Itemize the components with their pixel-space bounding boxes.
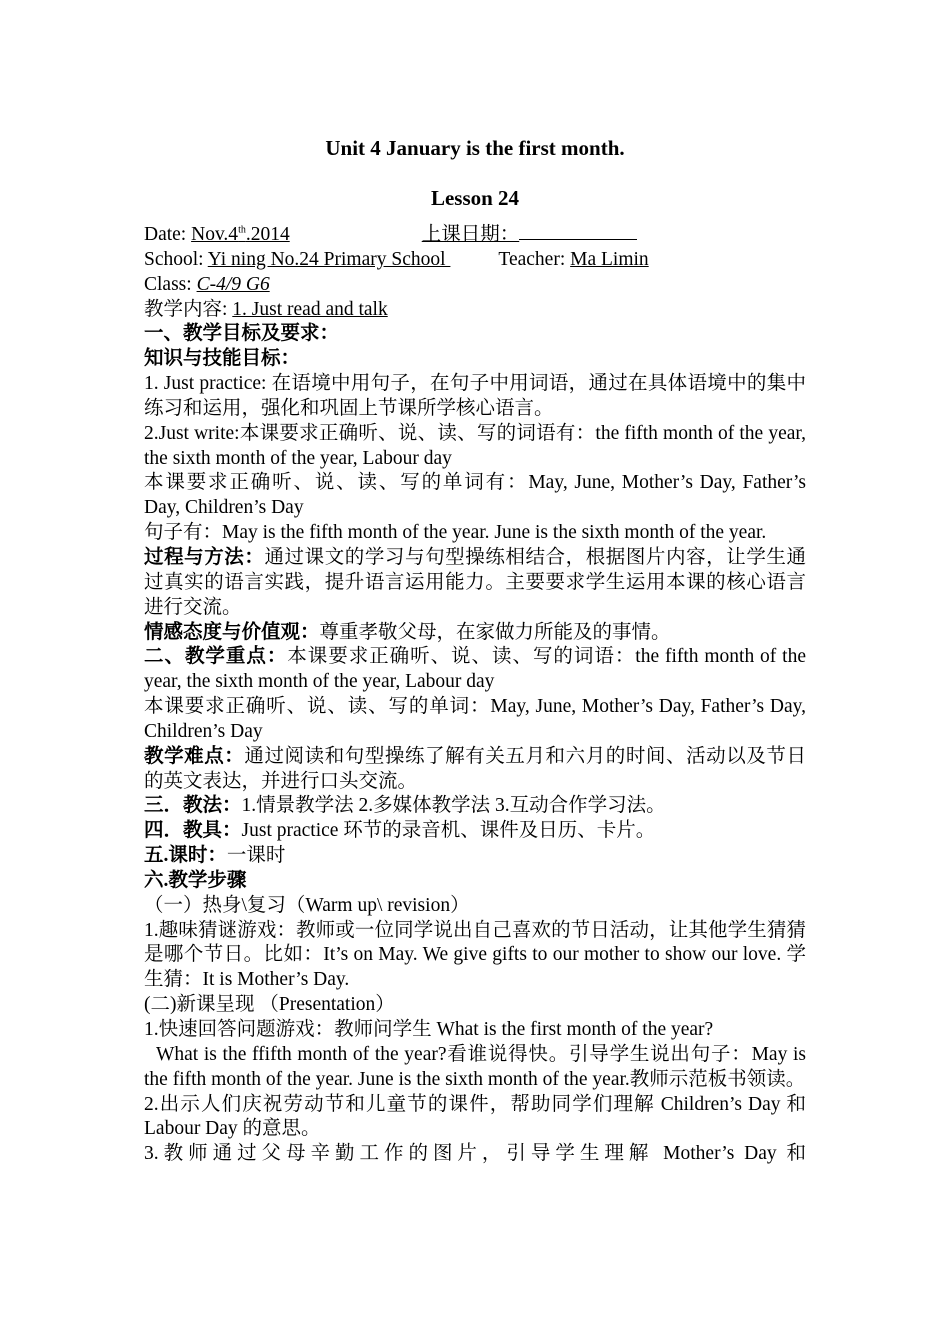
content-line: [144, 298, 806, 323]
section2-subheading-difficulty: 教学难点：: [144, 745, 245, 767]
section1-subheading-attitude: 情感态度与价值观：: [144, 621, 320, 643]
document-body: [144, 223, 806, 1167]
school-label: School:: [144, 248, 208, 270]
date-value: Nov.4th.2014: [191, 224, 290, 245]
date-line: [144, 223, 806, 248]
step1-paragraph: 1.趣味猜谜游戏：教师或一位同学说出自己喜欢的节日活动，让其他学生猜猜是哪个节日。比如：It’s on May. We give gifts to our mother to show our love. 学生猜：It is Mother’s Day.: [144, 919, 806, 991]
school-value: Yi ning No.24 Primary School: [207, 248, 451, 270]
section1-heading: 一、教学目标及要求：: [144, 323, 340, 345]
section1-subheading-knowledge: 知识与技能目标：: [144, 348, 301, 370]
step2-paragraph: 1.快速回答问题游戏：教师问学生 What is the first month of the year?: [144, 1019, 714, 1040]
section2-difficulty-paragraph: 教学难点：通过阅读和句型操练了解有关五月和六月的时间、活动以及节日的英文表达，并进行口头交流。: [144, 745, 806, 792]
step2-paragraph: 2.出示人们庆祝劳动节和儿童节的课件，帮助同学们理解 Children’s Day 和 Labour Day 的意思。: [144, 1093, 806, 1140]
class-date-blank: [519, 238, 637, 240]
content-label: 教学内容:: [144, 298, 233, 320]
section1-paragraph: 2.Just write:本课要求正确听、说、读、写的词语有：the fifth month of the year, the sixth month of the year, Labour day: [144, 422, 806, 469]
section6-heading: 六.教学步骤: [144, 869, 247, 891]
section1-attitude-paragraph: 情感态度与价值观：尊重孝敬父母，在家做力所能及的事情。: [144, 621, 671, 643]
class-date-label: 上课日期：: [421, 224, 520, 245]
section2-heading: 二、教学重点：: [144, 646, 288, 668]
class-line: [144, 273, 806, 298]
section3-heading: 三．教法：: [144, 795, 242, 817]
step2-paragraph: What is the ffifth month of the year?看谁说得快。引导学生说出句子：May is the fifth month of the year. June is the sixth month of the year.教师示范板书领读。: [144, 1043, 806, 1090]
section4-heading: 四．教具：: [144, 820, 242, 842]
section2-paragraph: 本课要求正确听、说、读、写的单词：May, June, Mother’s Day, Father’s Day, Children’s Day: [144, 696, 806, 742]
section5-line: 五.课时：一课时: [144, 845, 286, 867]
step2-paragraph: 3.教师通过父母辛勤工作的图片，引导学生理解 Mother’s Day 和: [144, 1143, 806, 1165]
class-value: C-4/9 G6: [196, 273, 270, 295]
section1-paragraph: 1. Just practice: 在语境中用句子，在句子中用词语，通过在具体语境中的集中练习和运用，强化和巩固上节课所学核心语言。: [144, 373, 806, 419]
step2-heading: (二)新课呈现 （Presentation）: [144, 994, 395, 1016]
section2-paragraph: 二、教学重点：本课要求正确听、说、读、写的词语：the fifth month of the year, the sixth month of the year, Labour day: [144, 646, 806, 693]
section3-line: 三．教法：1.情景教学法 2.多媒体教学法 3.互动合作学习法。: [144, 795, 666, 817]
lesson-title: Lesson 24: [430, 186, 520, 210]
section1-paragraph: 句子有：May is the fifth month of the year. June is the sixth month of the year.: [144, 522, 767, 544]
teacher-label: Teacher:: [498, 248, 571, 270]
document-title: Unit 4 January is the first month.: [325, 136, 625, 160]
step1-heading: （一）热身\复习（Warm up\ revision）: [144, 894, 470, 916]
content-value: 1. Just read and talk: [232, 298, 388, 320]
section1-process-paragraph: 过程与方法：通过课文的学习与句型操练相结合，根据图片内容，让学生通过真实的语言实践，提升语言运用能力。主要要求学生运用本课的核心语言进行交流。: [144, 546, 806, 618]
section1-paragraph: 本课要求正确听、说、读、写的单词有：May, June, Mother’s Day, Father’s Day, Children’s Day: [144, 472, 806, 519]
section5-heading: 五.课时：: [144, 845, 227, 867]
section4-line: 四．教具：Just practice 环节的录音机、课件及日历、卡片。: [144, 820, 656, 842]
section1-subheading-process: 过程与方法：: [144, 546, 265, 568]
class-label: Class:: [144, 273, 197, 295]
teacher-value: Ma Limin: [570, 248, 649, 270]
school-line: [144, 248, 806, 273]
date-label: Date:: [144, 224, 192, 245]
